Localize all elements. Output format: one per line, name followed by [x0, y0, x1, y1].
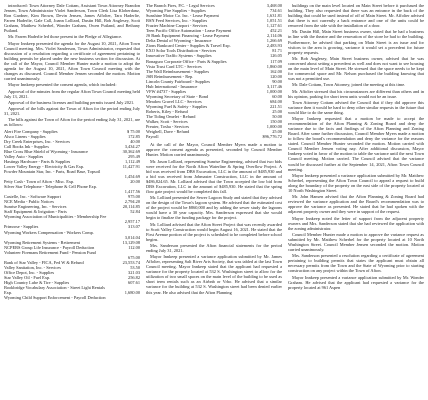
bill-payee: Weighell, Dave - Refund	[146, 129, 190, 135]
bill-payee: High Country Lube & Tire - Supplies	[4, 279, 70, 285]
bill-payee: Wyoming Fuel & Safety - Supplies	[146, 103, 208, 109]
paragraph: Approval of the bills against the Town of Afton for the period ending July 31, 2021.	[4, 106, 140, 117]
bill-payee: Lower Valley Energy - Electricity & Gas Exp.	[4, 163, 85, 169]
bill-amount: 1,454.69	[124, 174, 140, 179]
bill-payee: Star Valley Oil - Fuel Exp.	[4, 274, 51, 280]
paragraph: Mrs. Sanderson presented the Afton financial statements for the period ending July 31, 2021.	[146, 242, 282, 253]
bill-amount: 112.00	[128, 244, 140, 250]
bill-amount: 117.09	[270, 58, 282, 64]
bill-payee: Teen Pacific Office Automation - Lease Payment	[146, 28, 232, 34]
bill-amount: 607.61	[128, 279, 140, 285]
bill-amount: 50.00	[272, 114, 282, 120]
bill-amount: 1,680.00	[124, 290, 140, 296]
bill-payee: Bookbridge Vocabulary Association - Street Light Rentals	[4, 285, 105, 291]
paragraph: Mayor Innkeep presented the agenda for the August 10, 2021, Afton Town Council meeting. Mrs. Violet Sanderson, Town Administrator, requested that discussion of a resolution regarding a certificate of agreement pertaining to building permits be placed under the new business section for discussion. At the call of the Mayor, Council Member Hunter made a motion to adopt the agenda for the August 10, 2021, Afton Town Council meeting with the changes as discussed. Council Member Jensen seconded the motion. Motion carried unanimously.	[4, 40, 140, 82]
bill-amount: 3,434.27	[124, 143, 140, 149]
bill-amount: $ 75.00	[126, 128, 140, 134]
bill-payee: Frazier Machine Carport - Services	[146, 23, 208, 29]
bill-payee: Hub International - Insurance	[146, 83, 198, 89]
bill-payee: Wyoming Child Support Enforcement - Payroll Deduction	[4, 295, 106, 301]
bill-amount: 1,000.00	[266, 88, 282, 94]
bill-payee: Exp.	[4, 290, 13, 296]
bill-payee: Valley Sanitation, Inc. - Services	[4, 264, 61, 270]
bill-amount: 3,117.46	[266, 83, 282, 89]
bill-payee: Walker, Scott - Services	[146, 119, 188, 125]
bill-payee: Bonaguro Corporate Office - Parts & Supplies	[146, 58, 227, 64]
bill-payee: Blue Cross Blue Shield of Wyoming - Insurance	[4, 148, 88, 154]
bill-payee: Wyoming Secretary of State - Bond	[146, 93, 209, 99]
bill-amount: 1,127.61	[266, 23, 282, 29]
bill-payee: Roberts, Kiley - Refund	[146, 108, 188, 114]
paragraph: Mr. Jason Lolliard, representing Sunrise Engineering, advised that two bids were received for the North Afton Waterline & Spring Overflow Project. A bid was received from DBS Excavation, LLC in the amount of $485,930 and a bid was received from Jobmaster Construction, LLC in the amount of $486,824.65. Mr. Lolliard advised that the Town accepted the low bid from DBS Excavation, LLC in the amount of $485,930. He stated that the spring flow gate project would be completed this fall.	[146, 158, 282, 194]
bill-amount: 126.05	[270, 53, 282, 59]
bill-payee: Primrose - Supplies	[4, 224, 39, 230]
bill-payee: JSB Reimbursement - Rep.	[146, 73, 194, 79]
bill-payee: Vista Trust Card LTC - Services	[146, 63, 202, 69]
bill-payee: Sunshine Motor Co. Inc. - Lease Payment	[146, 13, 219, 19]
paragraph: buildings on the main level located on Main Street before it purchased the building. They also requested that there was an entrance in the back of the building that could be used instead of off of Main Street. Mr. Affolter advised that there is not currently a back entrance and one of the units could be removed from the side with the installation of a door.	[288, 3, 424, 29]
bill-payee: Alert Fire Company - Supplies	[4, 128, 58, 134]
bill-amount: 3,014.04	[124, 234, 140, 240]
paragraph: introduced: Town Attorney Dale Cottam, Assistant Town Attorney Brandon Jensen, Town Administrator Violet Sanderson, Town Clerk Lisa Kloberdanz, Ron Gardner, Kim Brown, Devin Jensen, James Affolter, Tara Haderlie, Farren Haderlie, Gale Call, Joann Lolliard, Dustin Hill, Bob Anglesey, Scott Graham, Matthew Scherbel, Wonder Graham, Owen Putland, and Bethany Putland.	[4, 3, 140, 34]
paragraph: Mr. John Hansen advised that the Afton Planning & Zoning Board had reviewed the variance application and the Board's recommendation was to approve the variance as presented. He stated that he had spoken with the adjacent property owner and they were in support of the request.	[288, 194, 424, 215]
bill-payee: Zions Bankcard Center - Supplies & Travel Exp.	[146, 43, 231, 49]
bill-amount: 20.00	[130, 179, 140, 185]
paragraph: Mayor Innkeep noted the letter of support from the adjacent property owners and Mrs. Sanderson stated that she had reviewed the application with the zoning administrator.	[288, 215, 424, 231]
bill-amount: 1,112.49	[124, 158, 140, 164]
bill-payee: Dry Creek Enterprises, Inc. - Services	[4, 138, 70, 144]
bill-amount: 52.84	[130, 209, 140, 215]
column-2	[146, 3, 282, 400]
bill-amount: 295.49	[128, 153, 140, 159]
bill-amount: 221.51	[270, 103, 282, 109]
bill-payee: VFW #4737 - Supplies	[146, 88, 187, 94]
bill-amount: 25.00	[272, 108, 282, 114]
bill-payee: Staff Equipment & Irrigation - Parts	[4, 209, 67, 215]
bill-amount: 734.61	[270, 8, 282, 14]
paragraph: Mayor Innkeep presented a variance application submitted by Mr. Wonder Graham. He advised that the applicant had requested a variance for the property located at 961 Aspen	[288, 274, 424, 290]
bill-amount: 13,129.08	[122, 239, 140, 245]
paragraph: The bills against the Town of Afton for the period ending July 31, 2021, are as follows:	[4, 117, 140, 128]
paragraph: Mr. Affolter stressed that his circumstances are different than others and in his opinion, parking for short term units would not be an issue.	[288, 88, 424, 99]
bill-payee: Wyoming Retirement Systems - Retirement	[4, 239, 80, 245]
bill-payee: Bank of Star Valley - FICA, Fed W & Refund	[4, 259, 84, 265]
bill-payee: Valley Auto - Supplies	[4, 153, 44, 159]
bill-amount: 25.00	[272, 129, 282, 135]
column-3	[288, 3, 424, 400]
bill-payee: Wyoming Fire Supplies - Supplies	[146, 8, 206, 14]
bill-amount: 1,000.00	[266, 124, 282, 130]
paragraph: Mr. Lolliard advised that the Afton Street Project that was recently awarded to Scott Valley Construction would begin August 16, 2021. He stated that the First Avenue portion of the project is scheduled to be completed before school begins.	[146, 221, 282, 242]
paragraph: Council Member Hunter made a motion to approve the variance request as submitted by Mr. Matthew Scherbel for the property located at 10 North Washington Street. Council Member Jensen seconded the motion. Motion carried unanimously.	[288, 231, 424, 253]
bill-amount: 452.21	[270, 28, 282, 34]
bill-amount: 60.00	[272, 93, 282, 99]
bill-payee: Office Depot, Inc. - Supplies	[4, 269, 55, 275]
bill-amount: 256.82	[128, 274, 140, 280]
bill-payee: NCPERS Group Life Insurance - Payroll Deduction	[4, 244, 95, 250]
column-1	[4, 3, 140, 400]
bill-payee: Petty Cash - Town of Afton - Misc. Exp.	[4, 179, 75, 185]
bill-amount: 1,417.56	[124, 189, 140, 195]
paragraph: Mr. Dustin Hill, Main Street business owner, stated that he had a business in line with the theatre and the renovation of the store he had to the building. Furthermore, he advised that parking on Main Street is an issue and for visitors to the area is growing, variance it would set a precedent for future property requests.	[288, 29, 424, 55]
paragraph: Mr. Bob Anglesey, Main Street business owner, advised that he was concerned about setting a precedent as well and does not want to see housing on the main level of Main Street. He stressed that the space needs to be kept for commercial space and Mr. Nelson purchased the building knowing that was not a permitted use.	[288, 55, 424, 82]
bill-amount: 162.00	[270, 68, 282, 74]
bill-payee: Meadow Gravel LLC - Services	[146, 98, 202, 104]
bill-payee: Payroll	[146, 134, 159, 140]
paragraph: At the call of the Mayor, Council Member Myers made a motion to approve the consent agenda as presented, seconded by Council Member Hunter. Motion carried unanimously.	[146, 142, 282, 158]
bill-amount: 684.00	[270, 98, 282, 104]
bill-payee: EXO Solar Tools Distribution - Services	[146, 48, 217, 54]
bill-payee: Innovative Traffic Systems - Supplies	[146, 53, 212, 59]
bill-amount: 313.07	[128, 224, 140, 230]
bill-payee: The Tiding Omelet - Refund	[146, 114, 196, 120]
bill-payee: The Wall Reimbursement - Supplies	[146, 68, 210, 74]
bill-amount: 40.00	[130, 138, 140, 144]
bill-amount: 1,051.51	[266, 18, 282, 24]
bill-amount: 2,957.17	[124, 219, 140, 225]
bill-payee: Volunteer Firemans Retirement Fund - Pension Fund	[4, 249, 96, 255]
bill-amount: 2,483.93	[266, 43, 282, 49]
bill-payee: Wyoming Association of Municipalities - Membership Fee	[4, 214, 107, 220]
paragraph: Mrs. Sanderson presented a resolution regarding a certificate of agreement pertaining to building permits that states the applicant must obtain all necessary permits from the Town and the State of Wyoming prior to starting construction on any project within the Town of Afton.	[288, 253, 424, 274]
paragraph: Mayor Innkeep presented a variance application submitted by Mr. James Affolter, representing Salt River Arts Society, that was tabled at the last Town Council meeting. Mayor Innkeep stated that the applicant had requested a variance for the property located at 532 S. Washington street to allow for the utilization of two small spaces on the main level of the building to be used as short term rentals such as an Airbnb or Vrbo. He advised that a similar variance for the building at 532 S. Washington street had been denied earlier this year. He also advised that the Afton Planning	[146, 254, 282, 295]
bill-amount: 172.85	[128, 133, 140, 139]
paragraph: Approval of the business licenses and building permits issued July 2021.	[8, 99, 135, 105]
bill-row	[4, 295, 140, 300]
paragraph: Mayor Innkeep presented a variance application submitted by Mr. Matthew Scherbel, representing the Afton Town Council to appeal a request to build along the boundary of the property on the east side of the property located at 10 North Washington Street.	[288, 172, 424, 193]
bill-amount: 11,427.91	[122, 163, 140, 169]
paragraph: Mayor Innkeep requested that a motion be made to accept the recommendation of the Afton Planning & Zoning Board and deny the variance due to the facts and findings of the Afton Planning and Zoning Board. After some further discussion, Council Member Myers made a motion to follow the board's recommendation and deny the variance for the reasons stated. Council Member Hunter seconded the motion. Motion carried with Council Member Jensen voting nay. After additional discussion, Mayor Innkeep voted in favor of the motion to table the variance until the next Town Council meeting. Motion carried. The Council advised that the variance would be discussed further at the September 14, 2021, Afton Town Council meeting.	[288, 116, 424, 172]
paragraph: Mr. Dale Cottam, Town Attorney, joined the meeting at this time.	[292, 82, 406, 88]
bill-payee: NCE Media - Public Notices	[4, 199, 54, 205]
bill-payee: Hastings Hardware - Parts & Supplies	[4, 158, 71, 164]
bill-amount: 23,553.74	[122, 259, 140, 265]
bill-amount: 675.00	[128, 254, 140, 260]
bill-payee: Sunrise Engineering, Inc. - Services	[4, 204, 67, 210]
bill-payee: BSN Feed Services, Inc. - Supplies	[146, 18, 208, 24]
bill-payee: The Branch Fires, P.C. - Legal Services	[146, 3, 215, 8]
bill-payee: Castelle, Inc. - Software Support	[4, 194, 61, 200]
bill-payee: Call Books Ink - Supplies	[4, 143, 49, 149]
bill-amount: 53.50	[130, 264, 140, 270]
paragraph: Town Attorney Cottam advised the Council that if they did approve this variance then it would be hard to deny other similar requests in the future that would like to do the same thing.	[288, 99, 424, 115]
bill-amount: 20,114.85	[122, 204, 140, 210]
bill-payee: Lincoln County Fairboard - Supplies	[146, 78, 210, 84]
paragraph: Mr. Lolliard presented the Sewer Lagoon Study and stated that they advised on the design of the Town's lagoon system. He advised that the estimated cost of the project would be $860,000 and by adding the sewer study the lagoons would have a 30 year capacity. Mrs. Sanderson expressed that she would begin to finalize the funding package for the project.	[146, 195, 282, 221]
bill-amount: 81.71	[272, 48, 282, 54]
bill-payee: Alsco Linens - Supplies	[4, 133, 46, 139]
bill-amount: 2,794.20	[124, 199, 140, 205]
paragraph: Mr. Farren Haderlie led those present in the Pledge of Allegiance.	[8, 34, 123, 40]
bill-amount: 150.00	[270, 119, 282, 125]
bill-amount: 1,631.81	[266, 13, 282, 19]
bill-amount: 3,468.00	[266, 3, 282, 8]
bill-payee: JS Bank Equipment Financing - Lease Payment	[146, 33, 229, 39]
bill-amount: 30,362.69	[122, 148, 140, 154]
bill-payee: Powder Mountain Star, Inc. - Parts, Road Base, Topsoil	[4, 168, 101, 174]
bill-payee: Wyoming Workers Compensation - Workers Comp.	[4, 229, 94, 235]
bills-list	[4, 129, 140, 301]
bill-payee: Delta Dental of Wyoming - Insurance	[146, 38, 212, 44]
bill-amount: 120.00	[270, 73, 282, 79]
bills-list	[146, 3, 282, 139]
bill-amount: 2,114.06	[266, 33, 282, 39]
bill-amount: 321.03	[128, 269, 140, 275]
bill-payee: Preuter, Tosha - Services	[146, 124, 190, 130]
bill-amount: 975.00	[128, 194, 140, 200]
bill-amount: $96,776.72	[262, 134, 282, 140]
bill-payee: Silver Star Telephone - Telephone & Cell Phone Exp.	[4, 184, 97, 190]
bill-amount: 1,860.00	[266, 63, 282, 69]
paragraph: Approval of the minutes from the regular Afton Town Council meeting held July 13, 2021.	[4, 88, 140, 99]
bill-amount: 1,266.69	[266, 38, 282, 44]
paragraph: Mayor Innkeep presented the consent agenda, which included:	[8, 82, 117, 88]
bill-amount: 90.00	[272, 78, 282, 84]
